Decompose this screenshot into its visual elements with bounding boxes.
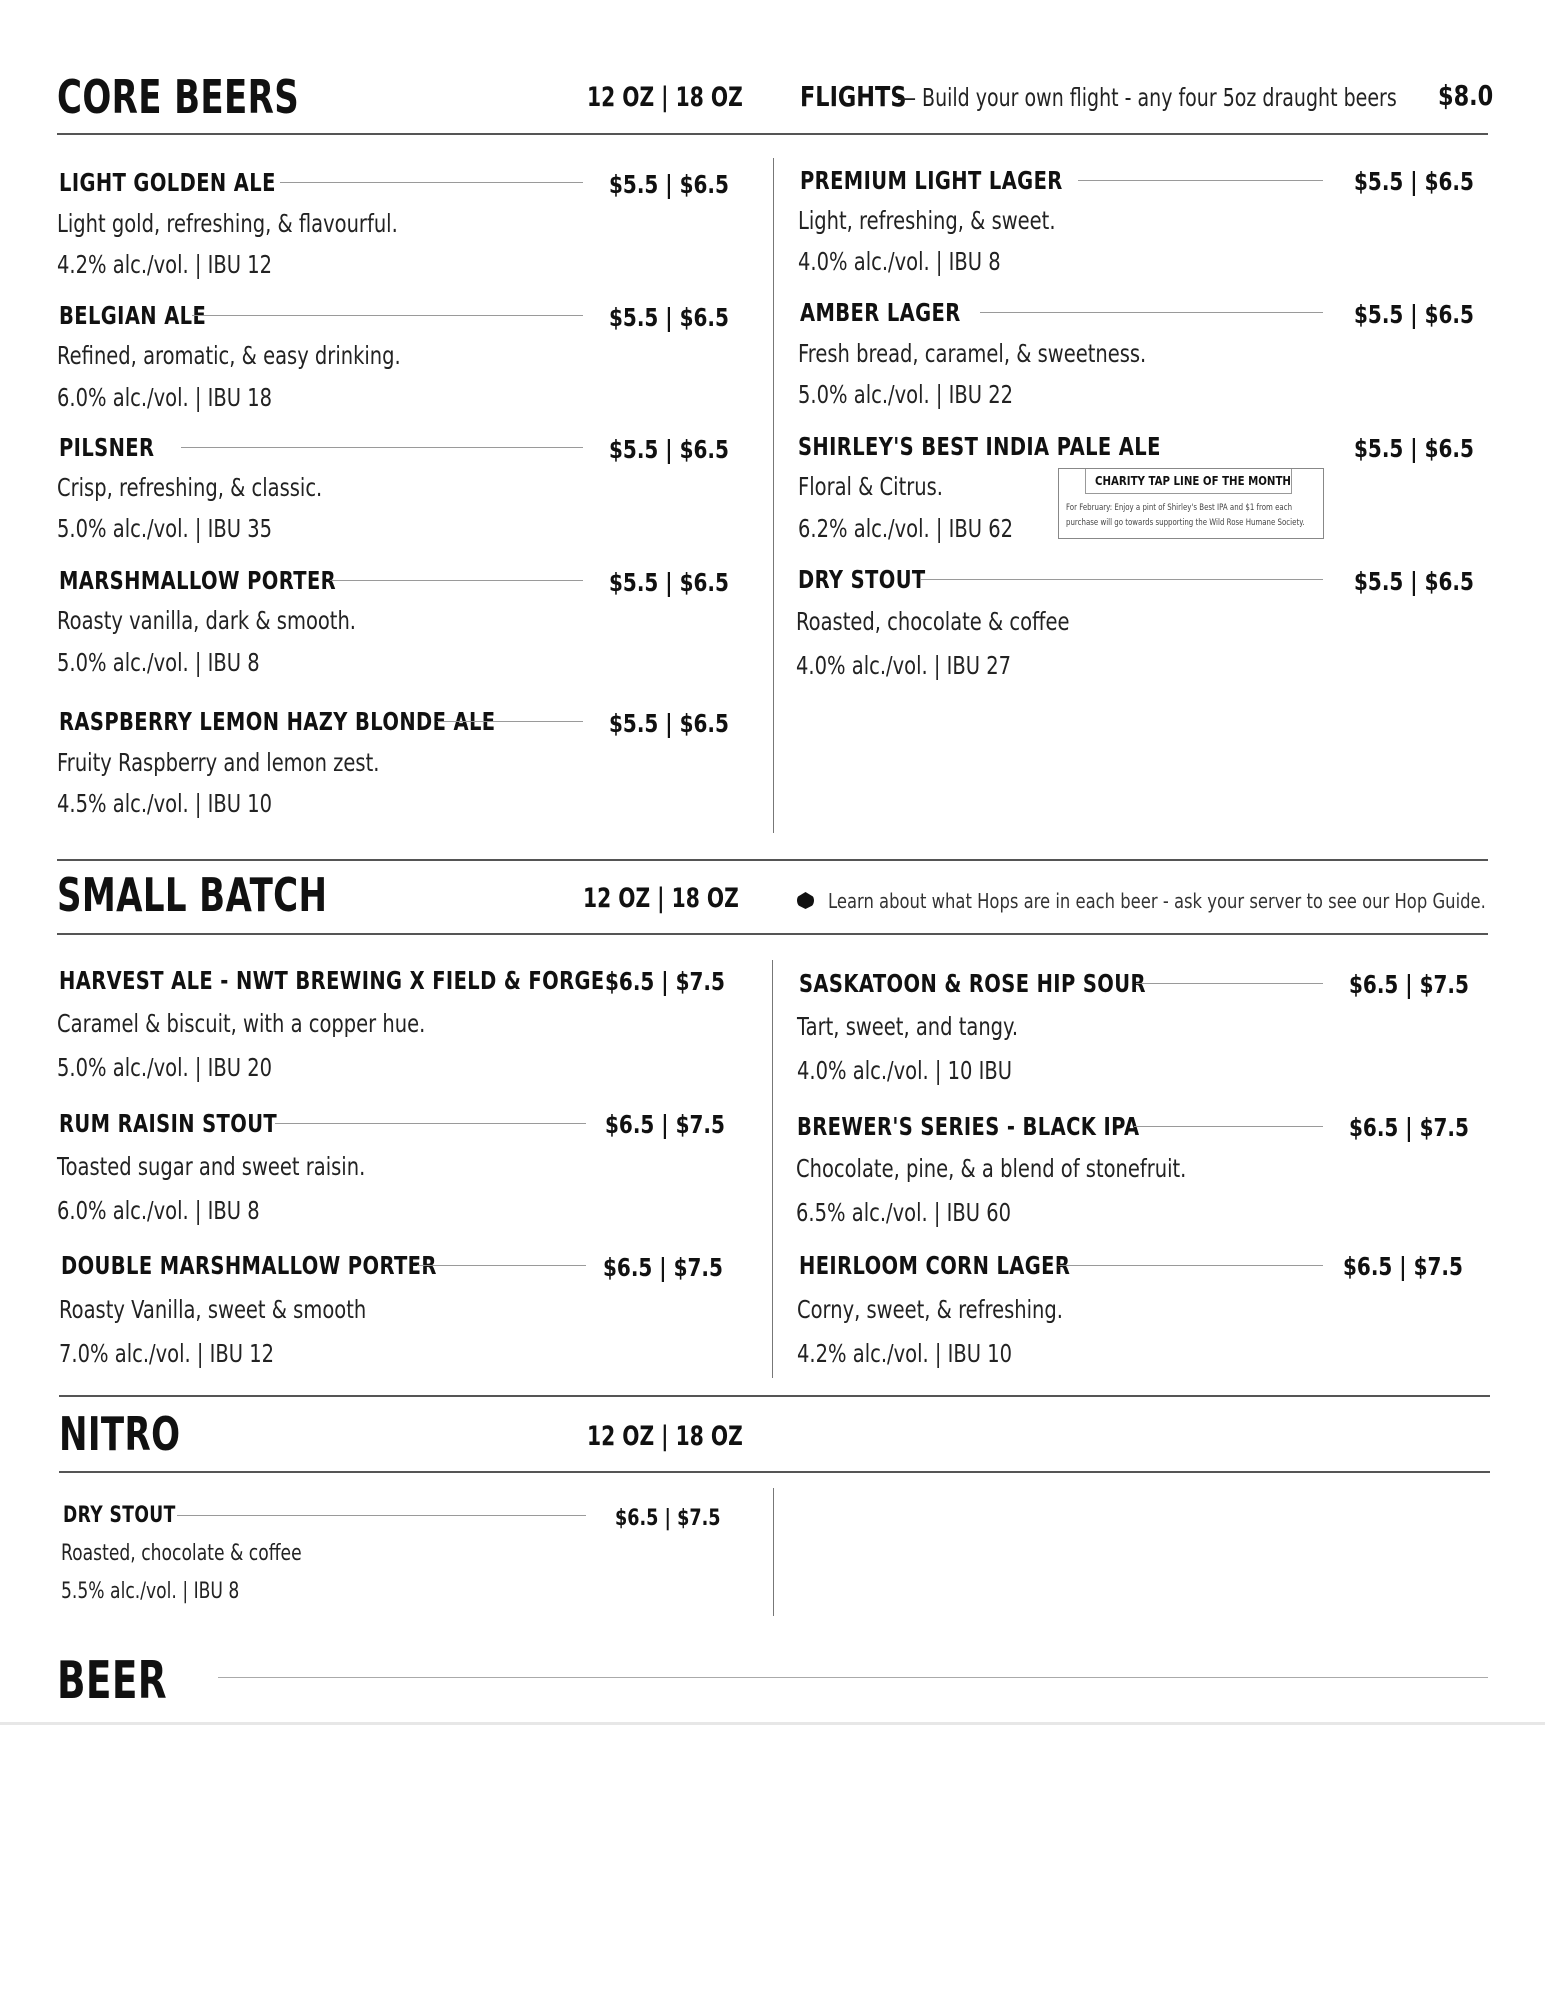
- item-name: LIGHT GOLDEN ALE: [59, 168, 276, 197]
- item-description: Light, refreshing, & sweet.: [798, 206, 1056, 235]
- item-description: Corny, sweet, & refreshing.: [797, 1295, 1063, 1324]
- small-batch-sizes-label: 12 OZ | 18 OZ: [583, 883, 739, 914]
- item-name: RASPBERRY LEMON HAZY BLONDE ALE: [59, 707, 496, 736]
- item-name: AMBER LAGER: [800, 298, 961, 327]
- leader-line: [1134, 1126, 1323, 1127]
- leader-line: [1058, 1265, 1323, 1266]
- charity-text-line2: purchase will go towards supporting the Wild Rose Humane Society.: [1066, 518, 1305, 528]
- item-price: $5.5 | $6.5: [1354, 434, 1474, 463]
- hop-guide-note: Learn about what Hops are in each beer - ask your server to see our Hop Guide.: [828, 889, 1486, 913]
- item-price: $6.5 | $7.5: [1349, 970, 1469, 999]
- item-stats: 4.2% alc./vol. | IBU 10: [797, 1339, 1013, 1368]
- leader-line: [192, 315, 583, 316]
- item-name: BELGIAN ALE: [59, 301, 207, 330]
- leader-line: [920, 579, 1323, 580]
- item-name: HARVEST ALE - NWT BREWING X FIELD & FORGE: [59, 966, 605, 995]
- nitro-top-divider: [59, 1395, 1490, 1397]
- flights-desc: — Build your own flight - any four 5oz draught beers: [897, 83, 1397, 112]
- item-price: $5.5 | $6.5: [1354, 567, 1474, 596]
- leader-line: [437, 721, 583, 722]
- item-description: Roasted, chocolate & coffee: [796, 607, 1070, 636]
- beer-footer-title: BEER: [57, 1651, 167, 1711]
- item-stats: 4.0% alc./vol. | IBU 27: [796, 651, 1012, 680]
- nitro-divider: [59, 1471, 1490, 1473]
- item-stats: 6.0% alc./vol. | IBU 8: [57, 1196, 260, 1225]
- item-stats: 5.0% alc./vol. | IBU 20: [57, 1053, 273, 1082]
- item-stats: 5.5% alc./vol. | IBU 8: [61, 1579, 240, 1604]
- core-divider: [57, 133, 1488, 135]
- nitro-sizes-label: 12 OZ | 18 OZ: [587, 1421, 743, 1452]
- leader-line: [417, 1265, 586, 1266]
- item-name: DRY STOUT: [798, 565, 926, 594]
- item-stats: 4.5% alc./vol. | IBU 10: [57, 789, 273, 818]
- item-description: Roasted, chocolate & coffee: [61, 1541, 302, 1566]
- flights-price: $8.0: [1438, 79, 1494, 112]
- item-stats: 6.2% alc./vol. | IBU 62: [798, 514, 1014, 543]
- item-price: $6.5 | $7.5: [603, 1253, 723, 1282]
- item-name: HEIRLOOM CORN LAGER: [799, 1251, 1071, 1280]
- nitro-title: NITRO: [59, 1407, 181, 1461]
- core-sizes-label: 12 OZ | 18 OZ: [587, 82, 743, 113]
- item-name: PREMIUM LIGHT LAGER: [800, 166, 1063, 195]
- item-description: Tart, sweet, and tangy.: [797, 1012, 1019, 1041]
- item-price: $6.5 | $7.5: [605, 967, 725, 996]
- small-batch-title: SMALL BATCH: [57, 868, 328, 922]
- item-name: BREWER'S SERIES - BLACK IPA: [797, 1112, 1140, 1141]
- charity-title: CHARITY TAP LINE OF THE MONTH: [1095, 474, 1291, 488]
- item-price: $5.5 | $6.5: [609, 303, 729, 332]
- item-name: DRY STOUT: [63, 1503, 176, 1528]
- leader-line: [181, 447, 583, 448]
- item-stats: 6.0% alc./vol. | IBU 18: [57, 383, 273, 412]
- charity-tap-box: [1058, 468, 1324, 539]
- item-description: Floral & Citrus.: [798, 472, 943, 501]
- small-batch-column-divider: [772, 960, 773, 1378]
- item-stats: 6.5% alc./vol. | IBU 60: [796, 1198, 1012, 1227]
- item-description: Light gold, refreshing, & flavourful.: [57, 209, 398, 238]
- item-description: Chocolate, pine, & a blend of stonefruit.: [796, 1154, 1187, 1183]
- item-name: SHIRLEY'S BEST INDIA PALE ALE: [798, 432, 1161, 461]
- item-description: Roasty vanilla, dark & smooth.: [57, 606, 357, 635]
- item-description: Fresh bread, caramel, & sweetness.: [798, 339, 1147, 368]
- nitro-column-divider: [773, 1488, 774, 1616]
- item-stats: 5.0% alc./vol. | IBU 22: [798, 380, 1014, 409]
- item-description: Refined, aromatic, & easy drinking.: [57, 341, 401, 370]
- core-beers-title: CORE BEERS: [57, 70, 300, 124]
- item-price: $5.5 | $6.5: [609, 435, 729, 464]
- item-price: $5.5 | $6.5: [1354, 300, 1474, 329]
- item-description: Roasty Vanilla, sweet & smooth: [59, 1295, 367, 1324]
- item-price: $5.5 | $6.5: [609, 170, 729, 199]
- item-price: $6.5 | $7.5: [615, 1506, 721, 1531]
- item-stats: 4.0% alc./vol. | 10 IBU: [797, 1056, 1013, 1085]
- leader-line: [1078, 180, 1323, 181]
- item-stats: 4.2% alc./vol. | IBU 12: [57, 250, 273, 279]
- flights-title: FLIGHTS: [800, 80, 907, 113]
- item-stats: 5.0% alc./vol. | IBU 35: [57, 514, 273, 543]
- item-price: $5.5 | $6.5: [1354, 167, 1474, 196]
- item-name: SASKATOON & ROSE HIP SOUR: [799, 969, 1146, 998]
- item-stats: 7.0% alc./vol. | IBU 12: [59, 1339, 275, 1368]
- item-stats: 5.0% alc./vol. | IBU 8: [57, 648, 260, 677]
- leader-line: [280, 182, 583, 183]
- core-column-divider: [773, 158, 774, 833]
- item-price: $6.5 | $7.5: [1349, 1113, 1469, 1142]
- leader-line: [330, 580, 583, 581]
- leader-line: [177, 1515, 586, 1516]
- small-batch-top-divider: [57, 859, 1488, 861]
- charity-text-line1: For February: Enjoy a pint of Shirley's Best IPA and $1 from each: [1066, 503, 1293, 513]
- item-name: RUM RAISIN STOUT: [59, 1109, 278, 1138]
- item-description: Caramel & biscuit, with a copper hue.: [57, 1009, 426, 1038]
- item-description: Toasted sugar and sweet raisin.: [57, 1152, 366, 1181]
- hop-icon: [797, 892, 814, 909]
- item-stats: 4.0% alc./vol. | IBU 8: [798, 247, 1001, 276]
- leader-line: [275, 1123, 586, 1124]
- item-name: MARSHMALLOW PORTER: [59, 566, 337, 595]
- item-name: DOUBLE MARSHMALLOW PORTER: [61, 1251, 437, 1280]
- leader-line: [1136, 983, 1323, 984]
- item-price: $6.5 | $7.5: [1343, 1252, 1463, 1281]
- footer-rule: [218, 1677, 1488, 1678]
- page-bottom-margin: [0, 1722, 1545, 2003]
- item-name: PILSNER: [59, 433, 155, 462]
- item-price: $5.5 | $6.5: [609, 568, 729, 597]
- small-batch-divider: [57, 933, 1488, 935]
- item-price: $6.5 | $7.5: [605, 1110, 725, 1139]
- leader-line: [980, 312, 1323, 313]
- item-description: Fruity Raspberry and lemon zest.: [57, 748, 380, 777]
- item-description: Crisp, refreshing, & classic.: [57, 473, 323, 502]
- item-price: $5.5 | $6.5: [609, 709, 729, 738]
